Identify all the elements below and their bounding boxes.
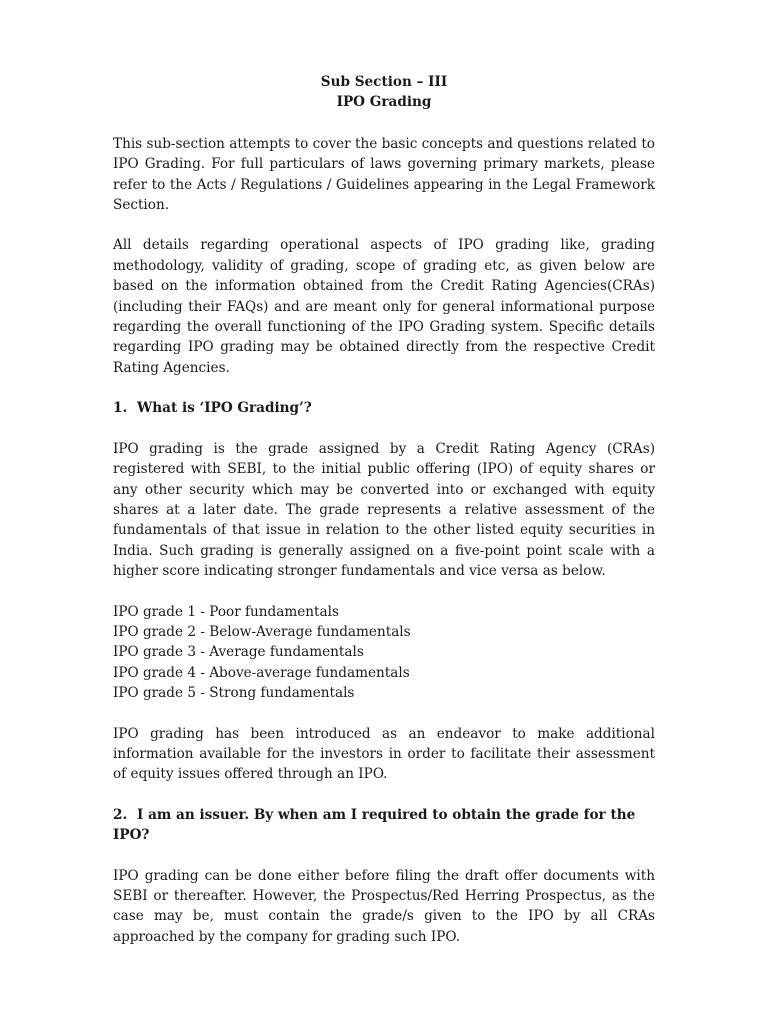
question-1-closing: IPO grading has been introduced as an endeavor to make additional information available for the investors in order to facilitate their assessment of equity issues offered through an IPO. bbox=[113, 725, 655, 783]
question-2-heading bbox=[113, 805, 655, 846]
grade-item-2: IPO grade 2 - Below-Average fundamentals bbox=[113, 623, 411, 640]
question-2-number: 2. bbox=[113, 806, 128, 823]
question-1-number: 1. bbox=[113, 400, 128, 417]
question-2-text: I am an issuer. By when am I required to obtain the grade for the IPO? bbox=[113, 806, 636, 844]
question-1-heading bbox=[113, 398, 655, 418]
grade-item-4: IPO grade 4 - Above-average fundamentals bbox=[113, 664, 410, 681]
intro-paragraph-1: This sub-section attempts to cover the basic concepts and questions related to IPO Grading. For full particulars of laws governing primary markets, please refer to the Acts / Regulations / Guidelines appearing in the Legal Framework Section. bbox=[113, 135, 655, 214]
document-page bbox=[113, 72, 655, 947]
grade-item-3: IPO grade 3 - Average fundamentals bbox=[113, 644, 364, 661]
section-subtitle: IPO Grading bbox=[336, 94, 432, 111]
question-2-answer: IPO grading can be done either before filing the draft offer documents with SEBI or thereafter. However, the Prospectus/Red Herring Prospectus, as the case may be, must contain the grade/s given to the IPO by all CRAs approached by the company for grading such IPO. bbox=[113, 867, 655, 945]
intro-paragraph-2: All details regarding operational aspects of IPO grading like, grading methodology, validity of grading, scope of grading etc, as given below are based on the information obtained from the Credit Rating Agencies(CRAs) (including their FAQs) and are meant only for general informational purpose regarding the overall functioning of the IPO Grading system. Specific details regarding IPO grading may be obtained directly from the respective Credit Rating Agencies. bbox=[113, 237, 655, 376]
question-1-answer: IPO grading is the grade assigned by a Credit Rating Agency (CRAs) registered with SEBI, to the initial public offering (IPO) of equity shares or any other security which may be converted into or exchanged with equity shares at a later date. The grade represents a relative assessment of the fundamentals of that issue in relation to the other listed equity securities in India. Such grading is generally assigned on a five-point point scale with a higher score indicating stronger fundamentals and vice versa as below. bbox=[113, 440, 655, 580]
grade-item-5: IPO grade 5 - Strong fundamentals bbox=[113, 685, 355, 702]
grade-item-1: IPO grade 1 - Poor fundamentals bbox=[113, 603, 339, 620]
section-title: Sub Section – III bbox=[320, 74, 448, 90]
grade-list bbox=[113, 602, 655, 704]
question-1-text: What is ‘IPO Grading’? bbox=[137, 400, 312, 417]
